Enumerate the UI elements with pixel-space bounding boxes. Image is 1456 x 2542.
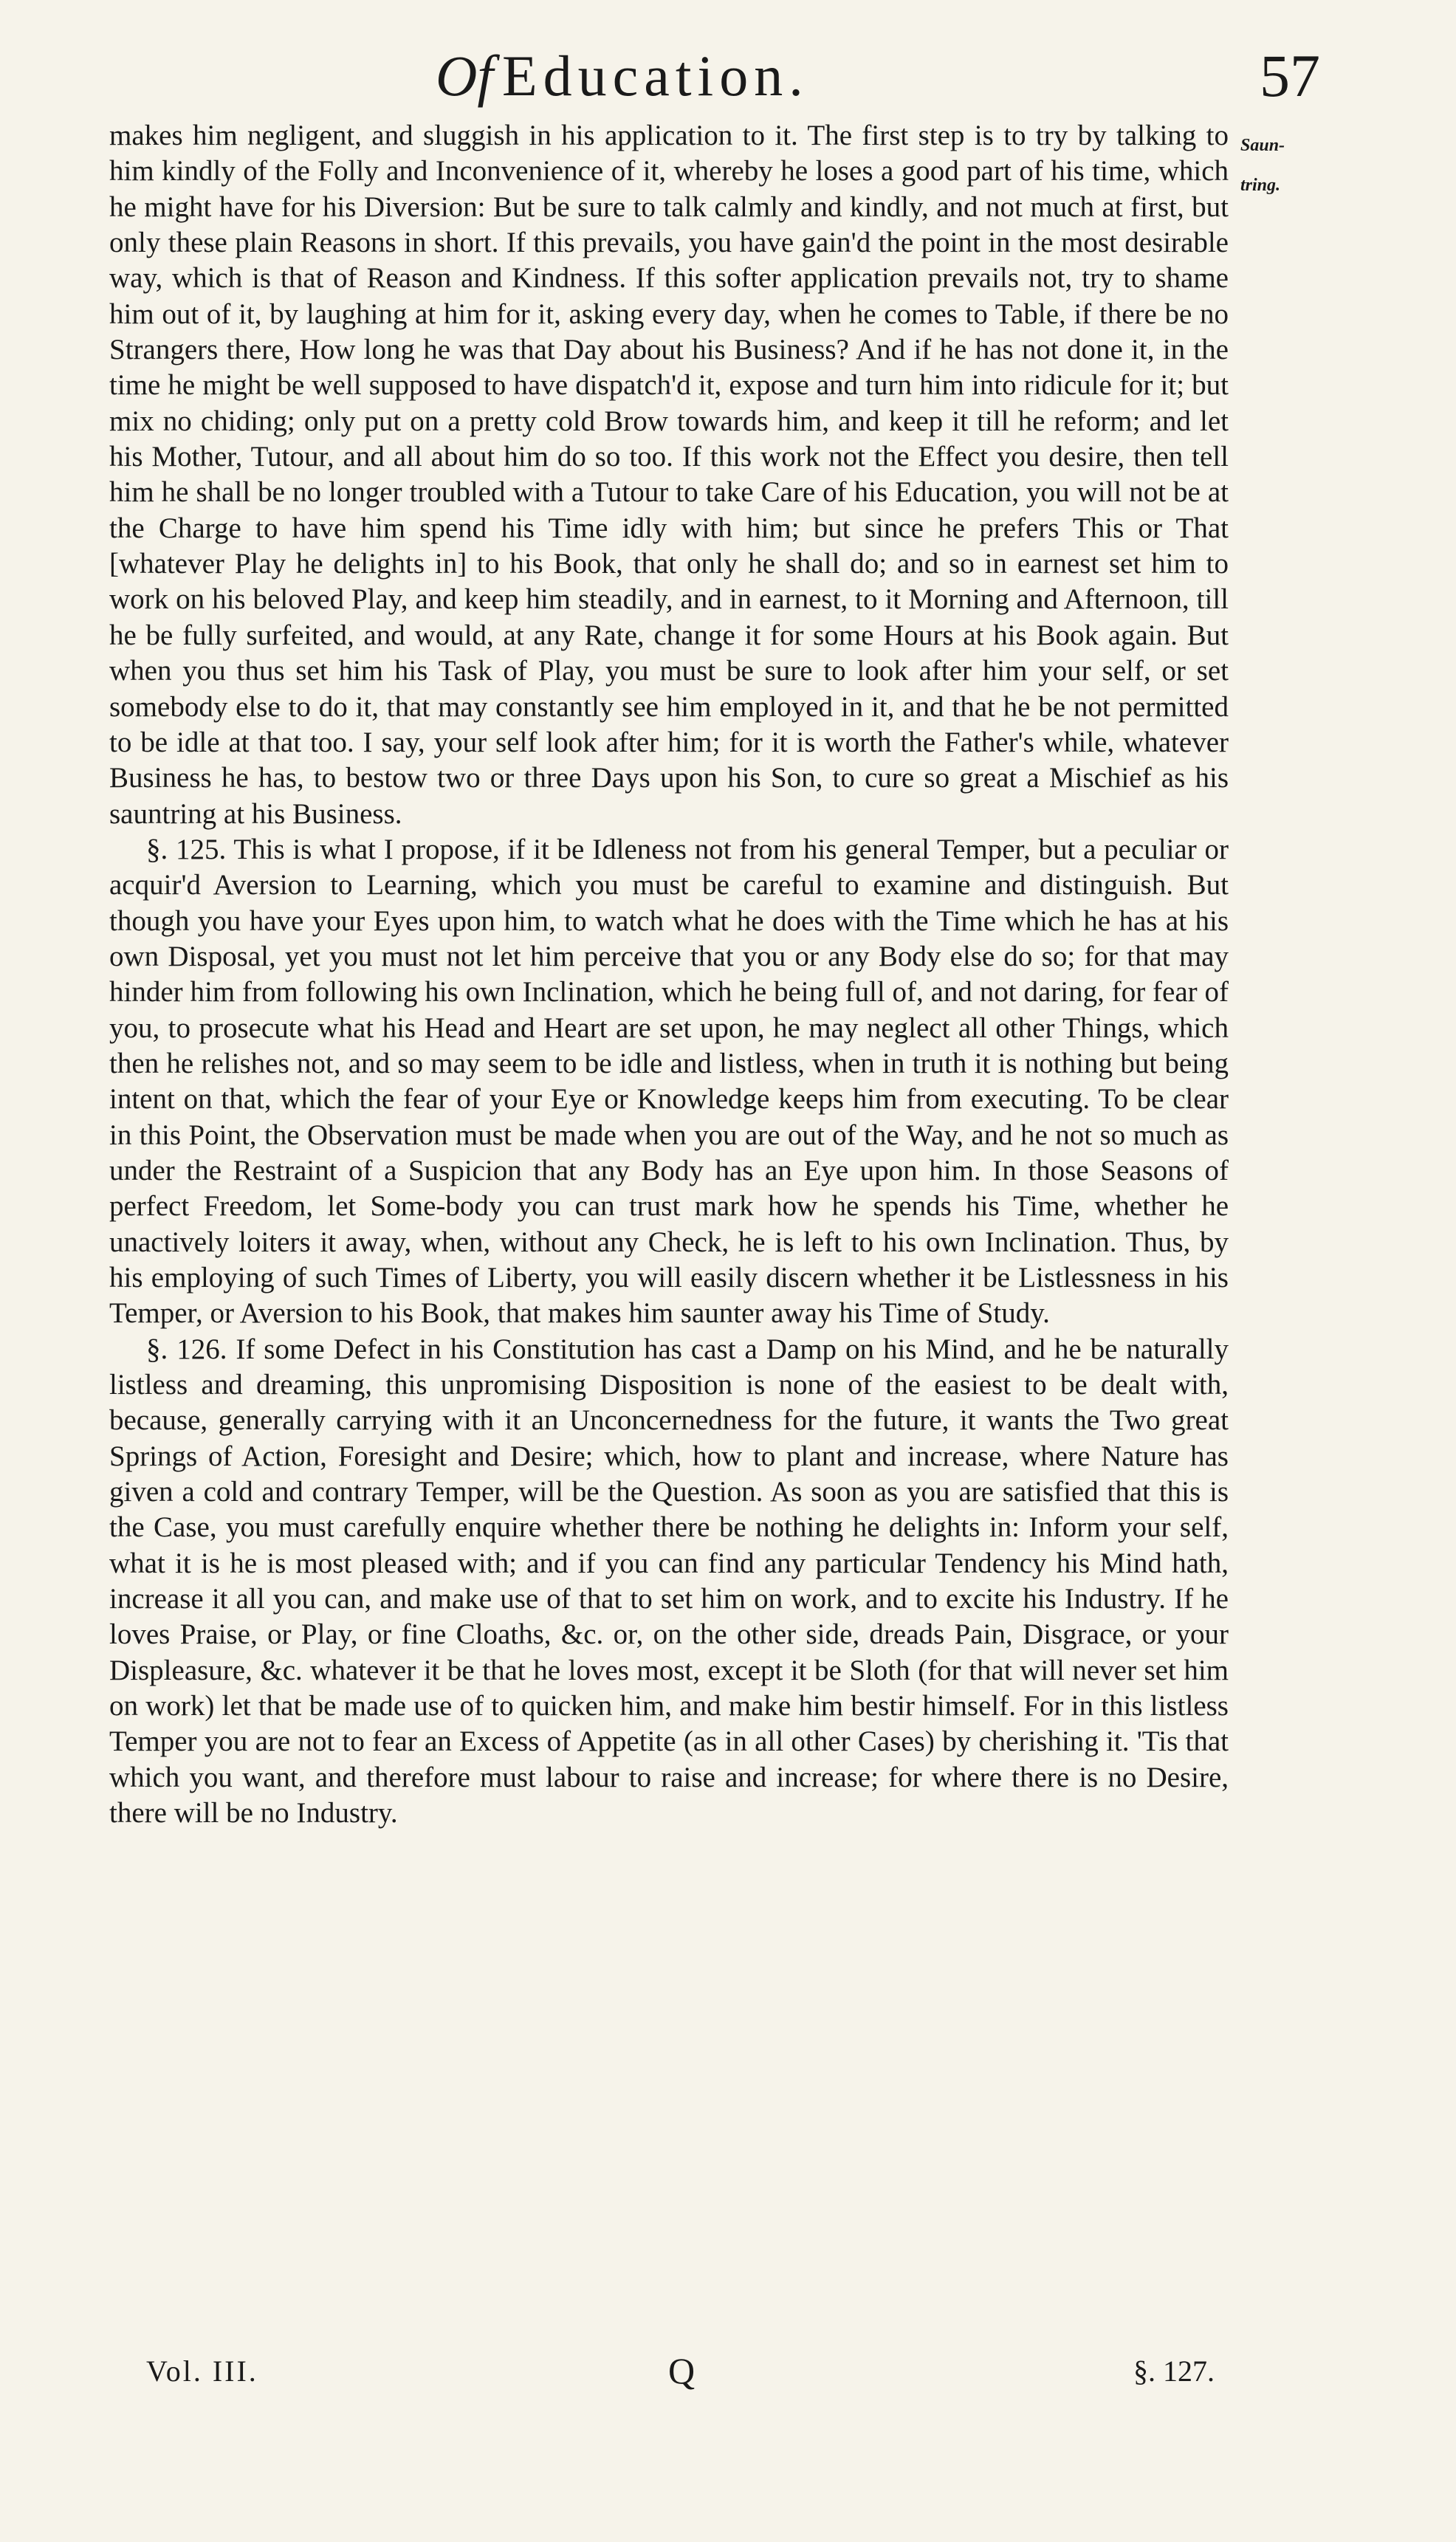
margin-note: Saun-tring.: [1240, 136, 1285, 195]
signature-mark: Q: [668, 2350, 696, 2391]
page-header: [0, 35, 1456, 117]
paragraph-section-125: §. 125. This is what I propose, if it be Idleness not from his general Temper, but a peculiar or acquir'd Aversion to Learning, which you must be careful to examine and distinguish. But though you have your Eyes upon him, to watch what he does with the Time which he has at his own Disposal, yet you must not let him perceive that you or any Body else do so; for that may hinder him from following his own Inclination, which he being full of, and not daring, for fear of you, to prosecute what his Head and Heart are set upon, he may neglect all other Things, which then he relishes not, and so may seem to be idle and listless, when in truth it is nothing but being intent on that, which the fear of your Eye or Knowledge keeps him from executing. To be clear in this Point, the Observation must be made when you are out of the Way, and he not so much as under the Restraint of a Suspicion that any Body has an Eye upon him. In those Seasons of perfect Freedom, let Some-body you can trust mark how he spends his Time, whether he unactively loiters it away, when, without any Check, he is left to his own Inclination. Thus, by his employing of such Times of Liberty, you will easily discern whether it be Listlessness in his Temper, or Aversion to his Book, that makes him saunter away his Time of Study.: [109, 833, 1229, 1330]
body-text: [109, 118, 1229, 1832]
running-title-text: Education.: [502, 44, 809, 108]
catchword: §. 127.: [1133, 2354, 1215, 2388]
volume-label: Vol. III.: [146, 2354, 258, 2388]
running-title-prefix: Of: [436, 44, 493, 108]
page-footer: [0, 2349, 1456, 2401]
running-title: [436, 43, 809, 109]
paragraph-section-126: §. 126. If some Defect in his Constitution has cast a Damp on his Mind, and he be naturally listless and dreaming, this unpromising Disposition is none of the easiest to be dealt with, because, generally carrying with it an Unconcernedness for the future, it wants the Two great Springs of Action, Foresight and Desire; which, how to plant and increase, where Nature has given a cold and contrary Temper, will be the Question. As soon as you are satisfied that this is the Case, you must carefully enquire whether there be nothing he delights in: Inform your self, what it is he is most pleased with; and if you can find any particular Tendency his Mind hath, increase it all you can, and make use of that to set him on work, and to excite his Industry. If he loves Praise, or Play, or fine Cloaths, &c. or, on the other side, dreads Pain, Disgrace, or your Displeasure, &c. whatever it be that he loves most, except it be Sloth (for that will never set him on work) let that be made use of to quicken him, and make him bestir himself. For in this listless Temper you are not to fear an Excess of Appetite (as in all other Cases) by cherishing it. 'Tis that which you want, and therefore must labour to raise and increase; for where there is no Desire, there will be no Industry.: [109, 1333, 1229, 1830]
page-number: 57: [1260, 42, 1320, 109]
paragraph-continuation: makes him negligent, and sluggish in his application to it. The first step is to try by talking to him kindly of the Folly and Inconvenience of it, whereby he loses a good part of his time, which he might have for his Diversion: But be sure to talk calmly and kindly, and not much at first, but only these plain Reasons in short. If this prevails, you have gain'd the point in the most desirable way, which is that of Reason and Kindness. If this softer application prevails not, try to shame him out of it, by laughing at him for it, asking every day, when he comes to Table, if there be no Strangers there, How long he was that Day about his Business? And if he has not done it, in the time he might be well supposed to have dispatch'd it, expose and turn him into ridicule for it; but mix no chiding; only put on a pretty cold Brow towards him, and keep it till he reform; and let his Mother, Tutour, and all about him do so too. If this work not the Effect you desire, then tell him he shall be no longer troubled with a Tutour to take Care of his Education, you will not be at the Charge to have him spend his Time idly with him; but since he prefers This or That [whatever Play he delights in] to his Book, that only he shall do; and so in earnest set him to work on his beloved Play, and keep him steadily, and in earnest, to it Morning and Afternoon, till he be fully surfeited, and would, at any Rate, change it for some Hours at his Book again. But when you thus set him his Task of Play, you must be sure to look after him your self, or set somebody else to do it, that may constantly see him employed in it, and that he be not permitted to be idle at that too. I say, your self look after him; for it is worth the Father's while, whatever Business he has, to bestow two or three Days upon his Son, to cure so great a Mischief as his sauntring at his Business.: [109, 120, 1229, 830]
